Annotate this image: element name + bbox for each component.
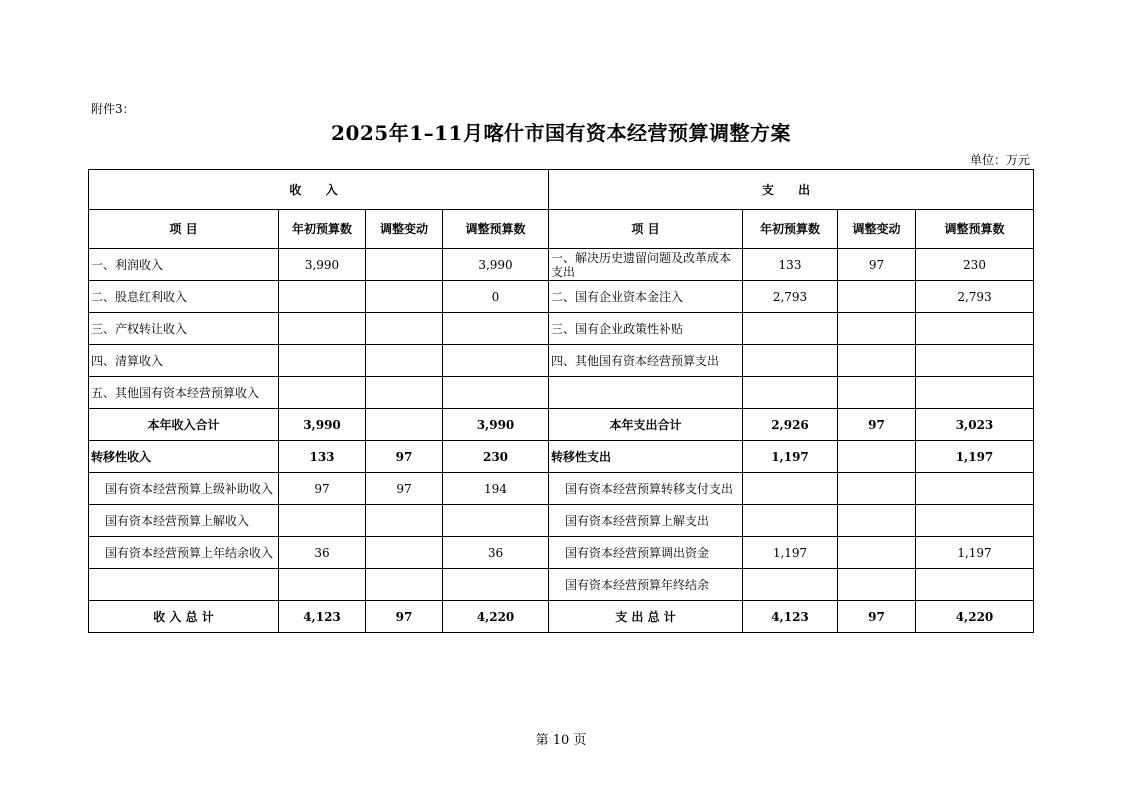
expense-item: 国有资本经营预算调出资金: [549, 537, 743, 569]
expense-initial: 2,926: [743, 409, 838, 441]
expense-adjusted: [916, 345, 1034, 377]
expense-item: 国有资本经营预算转移支付支出: [549, 473, 743, 505]
income-initial: [279, 569, 366, 601]
income-change: [366, 281, 443, 313]
expense-change: [838, 473, 916, 505]
income-change: [366, 377, 443, 409]
income-section-header: 收 入: [89, 170, 549, 210]
table-row: [89, 313, 1034, 345]
income-initial: 97: [279, 473, 366, 505]
income-change: [366, 249, 443, 281]
table-row: [89, 345, 1034, 377]
expense-change: 97: [838, 601, 916, 633]
expense-item: 转移性支出: [549, 441, 743, 473]
expense-change: [838, 345, 916, 377]
income-item: 国有资本经营预算上解收入: [89, 505, 279, 537]
attachment-label: 附件3：: [91, 102, 135, 116]
expense-adjusted: [916, 569, 1034, 601]
income-adjusted: 36: [443, 537, 549, 569]
income-change: 97: [366, 473, 443, 505]
expense-initial: 2,793: [743, 281, 838, 313]
section-header-row: [89, 170, 1034, 210]
income-item: 转移性收入: [89, 441, 279, 473]
income-adjusted: [443, 505, 549, 537]
expense-adjusted: [916, 505, 1034, 537]
expense-initial: 1,197: [743, 537, 838, 569]
expense-adjusted: 4,220: [916, 601, 1034, 633]
expense-change: [838, 313, 916, 345]
expense-section-header: 支 出: [549, 170, 1034, 210]
income-initial: 133: [279, 441, 366, 473]
income-adjusted: [443, 345, 549, 377]
income-adjusted: 194: [443, 473, 549, 505]
income-item: 二、股息红利收入: [89, 281, 279, 313]
expense-adjusted: 230: [916, 249, 1034, 281]
expense-change: [838, 537, 916, 569]
income-change: [366, 505, 443, 537]
expense-item: 四、其他国有资本经营预算支出: [549, 345, 743, 377]
income-adjusted: 3,990: [443, 409, 549, 441]
income-initial: 3,990: [279, 409, 366, 441]
table-row: [89, 537, 1034, 569]
income-adjusted: [443, 569, 549, 601]
expense-adjusted: 2,793: [916, 281, 1034, 313]
expense-initial: 4,123: [743, 601, 838, 633]
expense-initial: 1,197: [743, 441, 838, 473]
expense-item: 国有资本经营预算年终结余: [549, 569, 743, 601]
income-adjusted-header: 调整预算数: [443, 210, 549, 249]
grand-total-row: [89, 601, 1034, 633]
expense-change: [838, 505, 916, 537]
income-item: 三、产权转让收入: [89, 313, 279, 345]
document-title: 2025年1–11月喀什市国有资本经营预算调整方案: [331, 121, 791, 145]
income-initial: [279, 345, 366, 377]
expense-adjusted: 1,197: [916, 537, 1034, 569]
expense-item: 本年支出合计: [549, 409, 743, 441]
expense-item: 一、解决历史遗留问题及改革成本支出: [549, 249, 743, 281]
table-row: [89, 473, 1034, 505]
expense-adjusted-header: 调整预算数: [916, 210, 1034, 249]
expense-change: 97: [838, 249, 916, 281]
income-initial-header: 年初预算数: [279, 210, 366, 249]
income-change-header: 调整变动: [366, 210, 443, 249]
income-item: 一、利润收入: [89, 249, 279, 281]
income-initial: [279, 377, 366, 409]
income-initial: [279, 281, 366, 313]
table-row: [89, 505, 1034, 537]
expense-initial: [743, 473, 838, 505]
expense-change-header: 调整变动: [838, 210, 916, 249]
income-adjusted: 0: [443, 281, 549, 313]
income-item: [89, 569, 279, 601]
income-initial: [279, 505, 366, 537]
transfer-row: [89, 441, 1034, 473]
income-item: 五、其他国有资本经营预算收入: [89, 377, 279, 409]
income-adjusted: [443, 313, 549, 345]
annual-total-row: [89, 409, 1034, 441]
expense-initial: [743, 505, 838, 537]
expense-adjusted: [916, 313, 1034, 345]
expense-item: [549, 377, 743, 409]
income-adjusted: [443, 377, 549, 409]
income-item: 国有资本经营预算上级补助收入: [89, 473, 279, 505]
expense-initial: [743, 345, 838, 377]
income-initial: 36: [279, 537, 366, 569]
expense-item: 国有资本经营预算上解支出: [549, 505, 743, 537]
expense-initial-header: 年初预算数: [743, 210, 838, 249]
income-item: 国有资本经营预算上年结余收入: [89, 537, 279, 569]
income-adjusted: 230: [443, 441, 549, 473]
table-row: [89, 249, 1034, 281]
expense-initial: [743, 313, 838, 345]
expense-change: [838, 377, 916, 409]
expense-initial: 133: [743, 249, 838, 281]
expense-adjusted: [916, 377, 1034, 409]
expense-change: 97: [838, 409, 916, 441]
expense-change: [838, 281, 916, 313]
budget-table: [88, 169, 1034, 633]
income-adjusted: 3,990: [443, 249, 549, 281]
expense-adjusted: [916, 473, 1034, 505]
income-item: 四、清算收入: [89, 345, 279, 377]
income-initial: 4,123: [279, 601, 366, 633]
income-change: 97: [366, 601, 443, 633]
income-item: 本年收入合计: [89, 409, 279, 441]
expense-change: [838, 441, 916, 473]
table-row: [89, 569, 1034, 601]
expense-item-header: 项 目: [549, 210, 743, 249]
income-item: 收 入 总 计: [89, 601, 279, 633]
expense-initial: [743, 377, 838, 409]
income-change: [366, 569, 443, 601]
income-initial: [279, 313, 366, 345]
income-item-header: 项 目: [89, 210, 279, 249]
page-number: 第 10 页: [535, 733, 587, 748]
expense-change: [838, 569, 916, 601]
income-change: [366, 409, 443, 441]
income-change: [366, 537, 443, 569]
income-change: [366, 313, 443, 345]
expense-initial: [743, 569, 838, 601]
expense-item: 支 出 总 计: [549, 601, 743, 633]
table-row: [89, 377, 1034, 409]
table-row: [89, 281, 1034, 313]
expense-item: 二、国有企业资本金注入: [549, 281, 743, 313]
income-adjusted: 4,220: [443, 601, 549, 633]
column-header-row: [89, 210, 1034, 249]
expense-adjusted: 1,197: [916, 441, 1034, 473]
expense-adjusted: 3,023: [916, 409, 1034, 441]
income-change: [366, 345, 443, 377]
expense-item: 三、国有企业政策性补贴: [549, 313, 743, 345]
unit-label: 单位：万元: [969, 153, 1030, 167]
income-change: 97: [366, 441, 443, 473]
income-initial: 3,990: [279, 249, 366, 281]
